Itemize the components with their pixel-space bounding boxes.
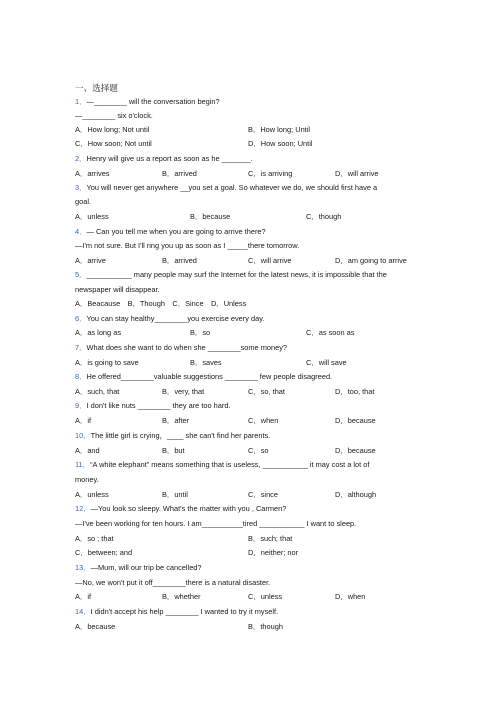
question-number: 3． xyxy=(75,183,87,192)
question-10-stem xyxy=(75,431,270,440)
question-2-stem xyxy=(75,154,253,163)
question-12-stem xyxy=(75,504,286,513)
option-a[interactable]: A．because xyxy=(75,622,116,631)
question-number: 2． xyxy=(75,154,87,163)
question-12-line-2: —I've been working for ten hours. I am__________tired ___________ I want to sleep. xyxy=(75,519,357,528)
option-d[interactable]: D．am going to arrive xyxy=(335,256,407,265)
section-title: 一、选择题 xyxy=(75,83,118,93)
question-5-stem xyxy=(75,270,387,279)
question-number: 12． xyxy=(75,504,91,513)
question-text: ___________ many people may surf the Internet for the latest news, it is impossible that the xyxy=(86,270,387,279)
question-text: What does she want to do when she ________some money? xyxy=(86,343,288,352)
option-b[interactable]: B．arrived xyxy=(162,256,197,265)
question-number: 8． xyxy=(75,372,87,381)
question-11-line-2: money. xyxy=(75,475,99,484)
option-a[interactable]: A．and xyxy=(75,446,100,455)
option-b[interactable]: B．until xyxy=(162,490,188,499)
option-d[interactable]: D．because xyxy=(335,446,376,455)
option-a[interactable]: A．unless xyxy=(75,490,109,499)
option-c[interactable]: C．since xyxy=(248,490,278,499)
option-b[interactable]: B．but xyxy=(162,446,185,455)
option-d[interactable]: D．How soon; Until xyxy=(248,139,313,148)
question-3-stem xyxy=(75,183,377,192)
option-b[interactable]: B．after xyxy=(162,416,190,425)
option-c[interactable]: C．is arriving xyxy=(248,169,293,178)
option-d[interactable]: D．when xyxy=(335,592,366,601)
question-1-line-2: —________ six o'clock. xyxy=(75,111,153,120)
option-b[interactable]: B．arrived xyxy=(162,169,197,178)
question-text: “A white elephant” means something that is useless, ___________ it may cost a lot of xyxy=(90,460,370,469)
option-d[interactable]: D．will arrive xyxy=(335,169,379,178)
question-11-stem xyxy=(75,460,369,469)
option-a[interactable]: A．unless xyxy=(75,212,109,221)
option-c[interactable]: C．when xyxy=(248,416,279,425)
option-a[interactable]: A．such, that xyxy=(75,387,120,396)
question-8-stem xyxy=(75,372,332,381)
option-a[interactable]: A．as long as xyxy=(75,328,122,337)
question-number: 1． xyxy=(75,97,87,106)
question-number: 6． xyxy=(75,314,87,323)
question-13-stem xyxy=(75,563,202,572)
option-c[interactable]: C．will arrive xyxy=(248,256,292,265)
option-a[interactable]: A．so ; that xyxy=(75,534,114,543)
question-number: 14． xyxy=(75,607,91,616)
option-d[interactable]: D．because xyxy=(335,416,376,425)
option-row[interactable]: A．Beacause B．Though C．Since D．Unless xyxy=(75,299,247,308)
question-14-stem xyxy=(75,607,278,616)
question-number: 7． xyxy=(75,343,87,352)
option-b[interactable]: B．whether xyxy=(162,592,201,601)
question-6-stem xyxy=(75,314,264,323)
option-c[interactable]: C．between; and xyxy=(75,548,133,557)
question-number: 9． xyxy=(75,401,87,410)
option-c[interactable]: C．though xyxy=(306,212,342,221)
option-c[interactable]: C．How soon; Not until xyxy=(75,139,152,148)
question-text: I don't like nuts ________ they are too hard. xyxy=(86,401,231,410)
option-a[interactable]: A．arrive xyxy=(75,256,106,265)
question-9-stem xyxy=(75,401,231,410)
question-text: The little girl is crying，____ she can't find her parents. xyxy=(90,431,271,440)
question-text: —________ will the conversation begin? xyxy=(86,97,220,106)
question-number: 13． xyxy=(75,563,91,572)
question-text: He offered________valuable suggestions ________ few people disagreed. xyxy=(86,372,333,381)
option-d[interactable]: D．although xyxy=(335,490,377,499)
option-b[interactable]: B．very, that xyxy=(162,387,205,396)
option-a[interactable]: A．How long; Not until xyxy=(75,125,150,134)
question-text: You can stay healthy________you exercise every day. xyxy=(86,314,265,323)
question-text: Henry will give us a report as soon as he _______. xyxy=(86,154,253,163)
question-7-stem xyxy=(75,343,287,352)
option-a[interactable]: A．arrives xyxy=(75,169,110,178)
question-number: 5． xyxy=(75,270,87,279)
option-b[interactable]: B．so xyxy=(190,328,211,337)
question-number: 11． xyxy=(75,460,91,469)
question-text: —You look so sleepy. What's the matter with you , Carmen? xyxy=(90,504,287,513)
option-c[interactable]: C．so xyxy=(248,446,269,455)
option-a[interactable]: A．is going to save xyxy=(75,358,139,367)
option-d[interactable]: D．neither; nor xyxy=(248,548,299,557)
option-d[interactable]: D．too, that xyxy=(335,387,375,396)
option-b[interactable]: B．though xyxy=(248,622,283,631)
option-b[interactable]: B．because xyxy=(190,212,231,221)
option-b[interactable]: B．How long; Until xyxy=(248,125,311,134)
option-a[interactable]: A．if xyxy=(75,592,92,601)
question-text: I didn't accept his help ________ I wanted to try it myself. xyxy=(90,607,279,616)
option-c[interactable]: C．unless xyxy=(248,592,283,601)
question-number: 4． xyxy=(75,227,87,236)
question-4-stem xyxy=(75,227,266,236)
question-13-line-2: —No, we won't put it off________there is a natural disaster. xyxy=(75,578,271,587)
option-c[interactable]: C．will save xyxy=(306,358,347,367)
option-b[interactable]: B．saves xyxy=(190,358,222,367)
question-3-line-2: goal. xyxy=(75,197,92,206)
option-c[interactable]: C．so, that xyxy=(248,387,285,396)
question-1-stem xyxy=(75,97,220,106)
question-text: — Can you tell me when you are going to arrive there? xyxy=(86,227,266,236)
option-a[interactable]: A．if xyxy=(75,416,92,425)
question-text: You will never get anywhere __you set a goal. So whatever we do, we should first have a xyxy=(86,183,378,192)
question-5-line-2: newspaper will disappear. xyxy=(75,285,160,294)
option-c[interactable]: C．as soon as xyxy=(306,328,355,337)
option-b[interactable]: B．such; that xyxy=(248,534,293,543)
question-text: —Mum, will our trip be cancelled? xyxy=(90,563,202,572)
question-4-line-2: —I'm not sure. But I'll ring you up as soon as I _____there tomorrow. xyxy=(75,241,300,250)
question-number: 10． xyxy=(75,431,91,440)
